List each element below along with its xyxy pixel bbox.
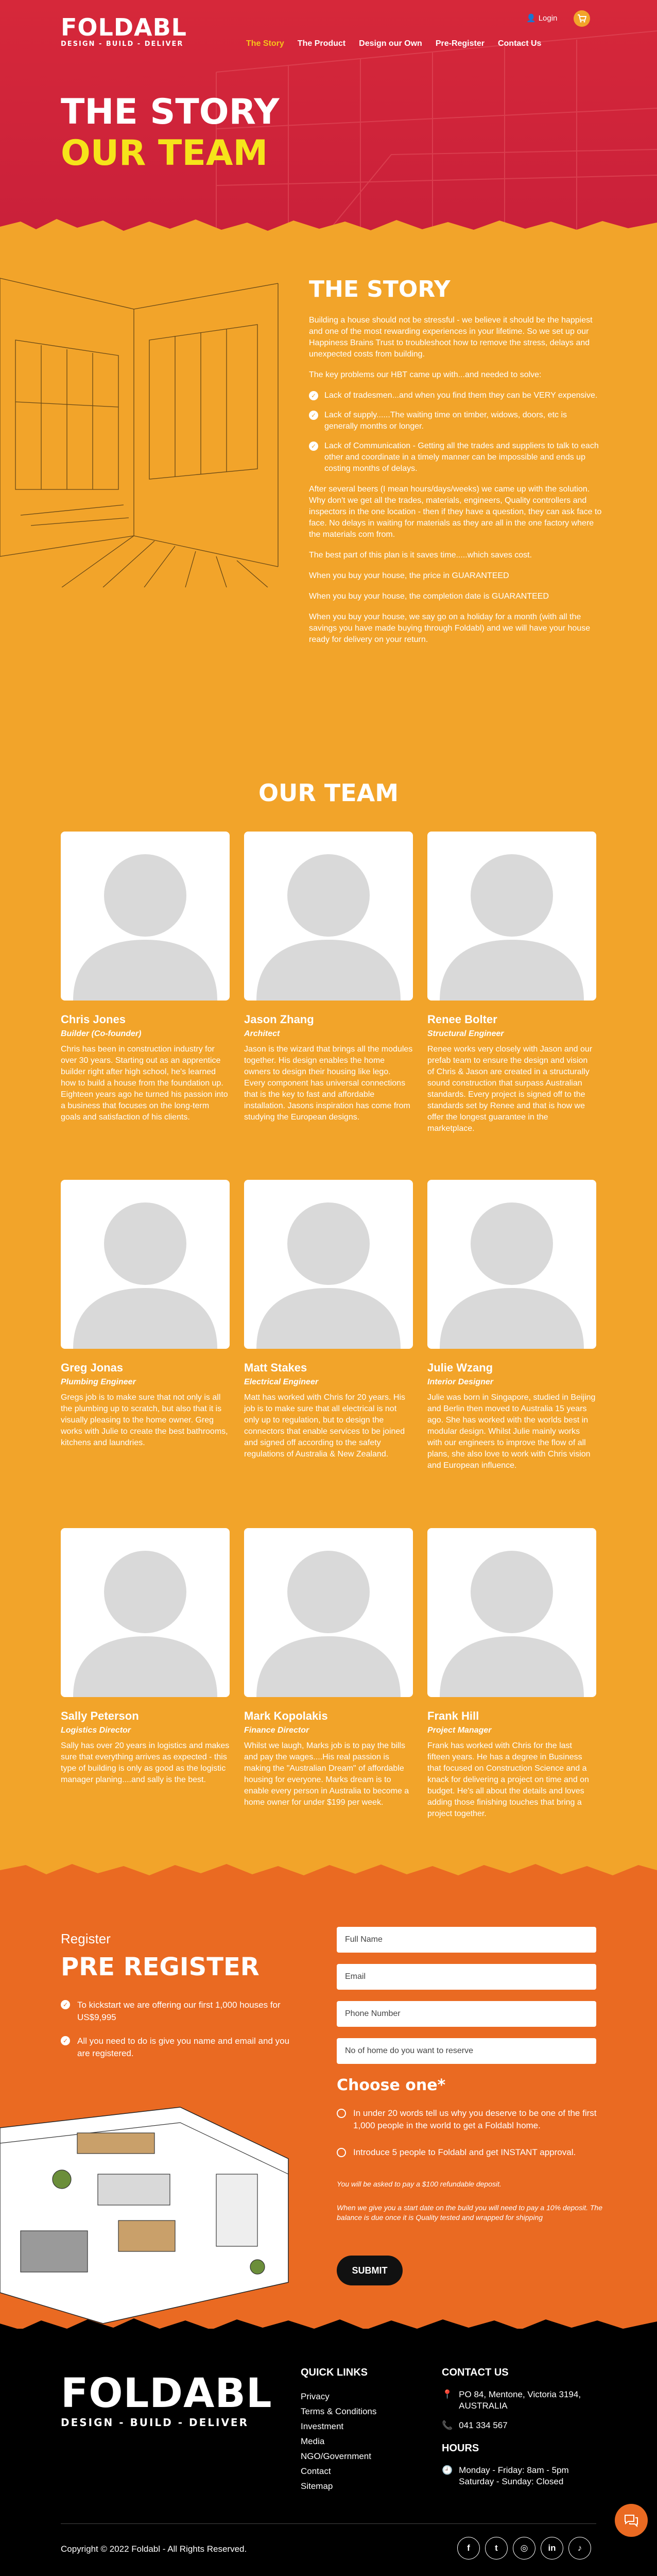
facebook-icon[interactable]: f [457, 2537, 480, 2560]
story-completion: When you buy your house, the completion date is GUARANTEED [309, 592, 549, 601]
team-member-card [427, 832, 596, 1134]
member-role: Builder (Co-founder) [61, 1029, 142, 1038]
member-role: Architect [244, 1029, 280, 1038]
house-sketch-illustration [0, 247, 288, 587]
copyright: Copyright © 2022 Foldabl - All Rights Reserved. [61, 2544, 247, 2554]
twitter-icon[interactable]: t [485, 2537, 508, 2560]
member-bio: Sally has over 20 years in logistics and makes sure that everything arrives as expected - this type of building is only as good as the logistic manager planing....and sally is the best. [61, 1741, 230, 1784]
hours: 🕘 Monday - Friday: 8am - 5pm Saturday - Sunday: Closed [442, 2465, 569, 2486]
phone-icon: 📞 [442, 2420, 453, 2430]
check-icon: ✓ [61, 2036, 70, 2045]
nav-contact-us[interactable]: Contact Us [497, 39, 542, 48]
story-section [309, 276, 602, 655]
story-heading: THE STORY [309, 276, 451, 302]
contact-info [442, 2367, 596, 2496]
avatar [427, 1180, 596, 1349]
member-bio: Whilst we laugh, Marks job is to pay the bills and pay the wages....His real passion is making the "Australian Dream" of affordable housing for everyone. Marks dream is to enable every person in Australia to become a home owner for under $199 per week. [244, 1741, 409, 1807]
member-role: Electrical Engineer [244, 1378, 319, 1386]
list-item: ✓ Lack of tradesmen...and when you find them they can be VERY expensive. [309, 390, 602, 401]
address: 📍 PO 84, Mentone, Victoria 3194, AUSTRALIA [442, 2389, 581, 2411]
member-bio: Jason is the wizard that brings all the modules together. His design enables the home owners to design their housing like lego. Every component has universal connections that is the key to fast and affordable installation. Jasons inspiration has come from studying the European designs. [244, 1045, 413, 1122]
check-icon: ✓ [309, 391, 318, 400]
hours-title: HOURS [442, 2443, 479, 2454]
member-role: Structural Engineer [427, 1029, 504, 1038]
avatar [61, 832, 230, 1001]
person-placeholder-icon [244, 1528, 413, 1697]
cart-icon [577, 14, 586, 23]
phone-field[interactable] [337, 2001, 596, 2027]
avatar [244, 1180, 413, 1349]
team-member-card [244, 1528, 413, 1808]
member-role: Logistics Director [61, 1726, 131, 1735]
tiktok-icon[interactable]: ♪ [568, 2537, 591, 2560]
member-role: Interior Designer [427, 1378, 494, 1386]
footer-link-contact[interactable]: Contact [301, 2466, 331, 2476]
avatar [61, 1528, 230, 1697]
story-problems-intro: The key problems our HBT came up with...and needed to solve: [309, 370, 542, 379]
person-placeholder-icon [427, 1180, 596, 1349]
story-solution: After several beers (I mean hours/days/weeks) we came up with the solution. Why don't we get all the trades, materials, engineers, Quality controllers and inspectors in the one location - then if they have a question, they can ask face to face. No delays in waiting for materials as they are all in the one factory where the materials com from. [309, 485, 602, 539]
member-role: Plumbing Engineer [61, 1378, 136, 1386]
kitchen-floorplan-illustration [0, 2097, 309, 2334]
cart-button[interactable] [574, 10, 590, 27]
avatar [244, 1528, 413, 1697]
person-placeholder-icon [427, 832, 596, 1001]
member-name: Sally Peterson [61, 1709, 139, 1722]
footer-link-terms[interactable]: Terms & Conditions [301, 2406, 377, 2416]
check-icon: ✓ [309, 442, 318, 451]
story-intro: Building a house should not be stressful - we believe it should be the happiest and one of the most rewarding experiences in your lifetime. So we set up our Happiness Brains Trust to troubleshoot how to remove the stress, delays and unexpected costs from building. [309, 316, 593, 359]
payment-note: When we give you a start date on the build you will need to pay a 10% deposit. The balance is due once it is Quality tested and wrapped for shipping [337, 2204, 602, 2222]
radio-button[interactable] [337, 2109, 346, 2118]
person-placeholder-icon [61, 832, 230, 1001]
hero-title: THE STORY [61, 92, 280, 132]
list-item: ✓ Lack of supply......The waiting time on timber, widows, doors, etc is generally months or longer. [309, 410, 602, 432]
check-icon: ✓ [61, 2000, 70, 2009]
login-label: Login [538, 13, 558, 23]
story-price: When you buy your house, the price in GUARANTEED [309, 571, 509, 580]
member-name: Chris Jones [61, 1013, 126, 1026]
story-holiday: When you buy your house, we say go on a holiday for a month (with all the savings you have made buying through Foldabl) and we will have your house ready for delivery on your return. [309, 613, 591, 644]
member-name: Greg Jonas [61, 1361, 124, 1374]
member-name: Jason Zhang [244, 1013, 314, 1026]
member-name: Frank Hill [427, 1709, 479, 1722]
option-introduce[interactable]: Introduce 5 people to Foldabl and get INSTANT approval. [337, 2146, 604, 2159]
nav-pre-register[interactable]: Pre-Register [435, 39, 485, 48]
logo-tagline: DESIGN - BUILD - DELIVER [61, 40, 184, 48]
team-member-card [244, 1180, 413, 1460]
member-bio: Julie was born in Singapore, studied in Beijing and Berlin then moved to Australia 15 years ago. She has worked with the worlds best in modular design. Whilst Julie mainly works with our engineers to improve the flow of all plans, she also love to work with Chris vision and European influence. [427, 1393, 596, 1470]
team-member-card [61, 1528, 230, 1786]
team-member-card [61, 1180, 230, 1449]
member-bio: Frank has worked with Chris for the last fifteen years. He has a degree in Business that focused on Construction Science and a knack for delivering a project on time and on budget. He's all about the details and loves adding those finishing touches that bring a project together. [427, 1741, 589, 1818]
chat-icon [624, 2514, 639, 2527]
user-icon: 👤 [526, 14, 536, 23]
member-name: Matt Stakes [244, 1361, 307, 1374]
member-name: Renee Bolter [427, 1013, 497, 1026]
avatar [427, 1528, 596, 1697]
submit-button[interactable]: SUBMIT [337, 2256, 403, 2285]
member-bio: Renee works very closely with Jason and our prefab team to ensure the design and vision of Chris & Jason are created in a structurally sound construction that surpass Australian standards. Every project is signed off to the standards set by Renee and that is how we offer the longest guarantee in the marketplace. [427, 1045, 593, 1133]
team-heading: OUR TEAM [258, 779, 399, 807]
nav-the-product[interactable]: The Product [297, 39, 346, 48]
story-best-part: The best part of this plan is it saves time.....which saves cost. [309, 551, 532, 560]
footer-link-sitemap[interactable]: Sitemap [301, 2481, 333, 2491]
hero-subtitle: OUR TEAM [61, 133, 268, 174]
footer-link-media[interactable]: Media [301, 2436, 325, 2446]
member-name: Mark Kopolakis [244, 1709, 328, 1722]
footer-link-ngo[interactable]: NGO/Government [301, 2451, 371, 2461]
register-form [337, 1927, 596, 2075]
clock-icon: 🕘 [442, 2465, 453, 2475]
team-member-card [427, 1180, 596, 1471]
option-deserve[interactable]: In under 20 words tell us why you deserve to be one of the first 1,000 people in the world to get a Foldabl home. [337, 2107, 604, 2132]
list-item: ✓ To kickstart we are offering our first 1,000 houses for US$9,995 [61, 1999, 303, 2024]
team-member-card [427, 1528, 596, 1820]
person-placeholder-icon [244, 832, 413, 1001]
member-bio: Matt has worked with Chris for 20 years. His job is to make sure that all electrical is not only up to regulation, but to design the connectors that enable services to be joined and signed off according to the safety regulations of Australia & New Zealand. [244, 1393, 405, 1459]
linkedin-icon[interactable]: in [541, 2537, 563, 2560]
register-eyebrow: Register [61, 1931, 111, 1946]
footer-logo-wordmark: FOLDABL [61, 2370, 272, 2417]
member-name: Julie Wzang [427, 1361, 493, 1374]
footer-logo[interactable] [61, 2370, 272, 2429]
member-role: Finance Director [244, 1726, 309, 1735]
full-name-field[interactable] [337, 1927, 596, 1953]
avatar [244, 832, 413, 1001]
footer-link-privacy[interactable]: Privacy [301, 2392, 330, 2401]
phone[interactable]: 📞 041 334 567 [442, 2420, 508, 2430]
footer-logo-tagline: DESIGN - BUILD - DELIVER [61, 2416, 249, 2429]
social-links [457, 2537, 591, 2560]
instagram-icon[interactable]: ◎ [513, 2537, 535, 2560]
person-placeholder-icon [427, 1528, 596, 1697]
member-bio: Gregs job is to make sure that not only is all the plumbing up to scratch, but also that it is visually pleasing to the home owner. Greg works with Julie to create the best bathrooms, kitchens and laundries. [61, 1393, 228, 1447]
contact-title: CONTACT US [442, 2367, 509, 2378]
map-pin-icon: 📍 [442, 2389, 453, 2399]
person-placeholder-icon [61, 1528, 230, 1697]
person-placeholder-icon [61, 1180, 230, 1349]
avatar [427, 832, 596, 1001]
site-logo[interactable] [61, 15, 187, 48]
login-link[interactable] [526, 13, 557, 23]
quick-links [301, 2367, 376, 2494]
person-placeholder-icon [244, 1180, 413, 1349]
quick-links-title: QUICK LINKS [301, 2367, 368, 2378]
nav-design-our-own[interactable]: Design our Own [359, 39, 422, 48]
email-field[interactable] [337, 1964, 596, 1990]
member-bio: Chris has been in construction industry for over 30 years. Starting out as an apprentice builder right after high school, he's learned how to build a house from the foundation up. Eighteen years ago he turned his passion into a business that focuses on the long-term goals and satisfaction of his clients. [61, 1045, 228, 1122]
radio-button[interactable] [337, 2148, 346, 2157]
avatar [61, 1180, 230, 1349]
footer-divider [61, 2523, 596, 2524]
choose-heading: Choose one* [337, 2076, 446, 2094]
register-title: PRE REGISTER [61, 1953, 260, 1981]
register-points [61, 1999, 303, 2071]
team-member-card [244, 832, 413, 1123]
chat-button[interactable] [615, 2504, 648, 2537]
list-item: ✓ Lack of Communication - Getting all the trades and suppliers to talk to each other and coordinate in a timely manner can be impossible and ends up costing months of delays. [309, 440, 602, 474]
member-role: Project Manager [427, 1726, 492, 1735]
homes-count-field[interactable] [337, 2038, 596, 2064]
logo-wordmark: FOLDABL [61, 13, 187, 41]
main-nav [246, 39, 541, 48]
list-item: ✓ All you need to do is give you name and email and you are registered. [61, 2035, 303, 2060]
nav-the-story[interactable]: The Story [246, 39, 284, 48]
problems-list [309, 390, 602, 474]
deposit-note: You will be asked to pay a $100 refundable deposit. [337, 2180, 502, 2188]
team-member-card [61, 832, 230, 1123]
footer-link-investment[interactable]: Investment [301, 2421, 344, 2431]
check-icon: ✓ [309, 411, 318, 420]
torn-edge-divider [0, 206, 657, 252]
